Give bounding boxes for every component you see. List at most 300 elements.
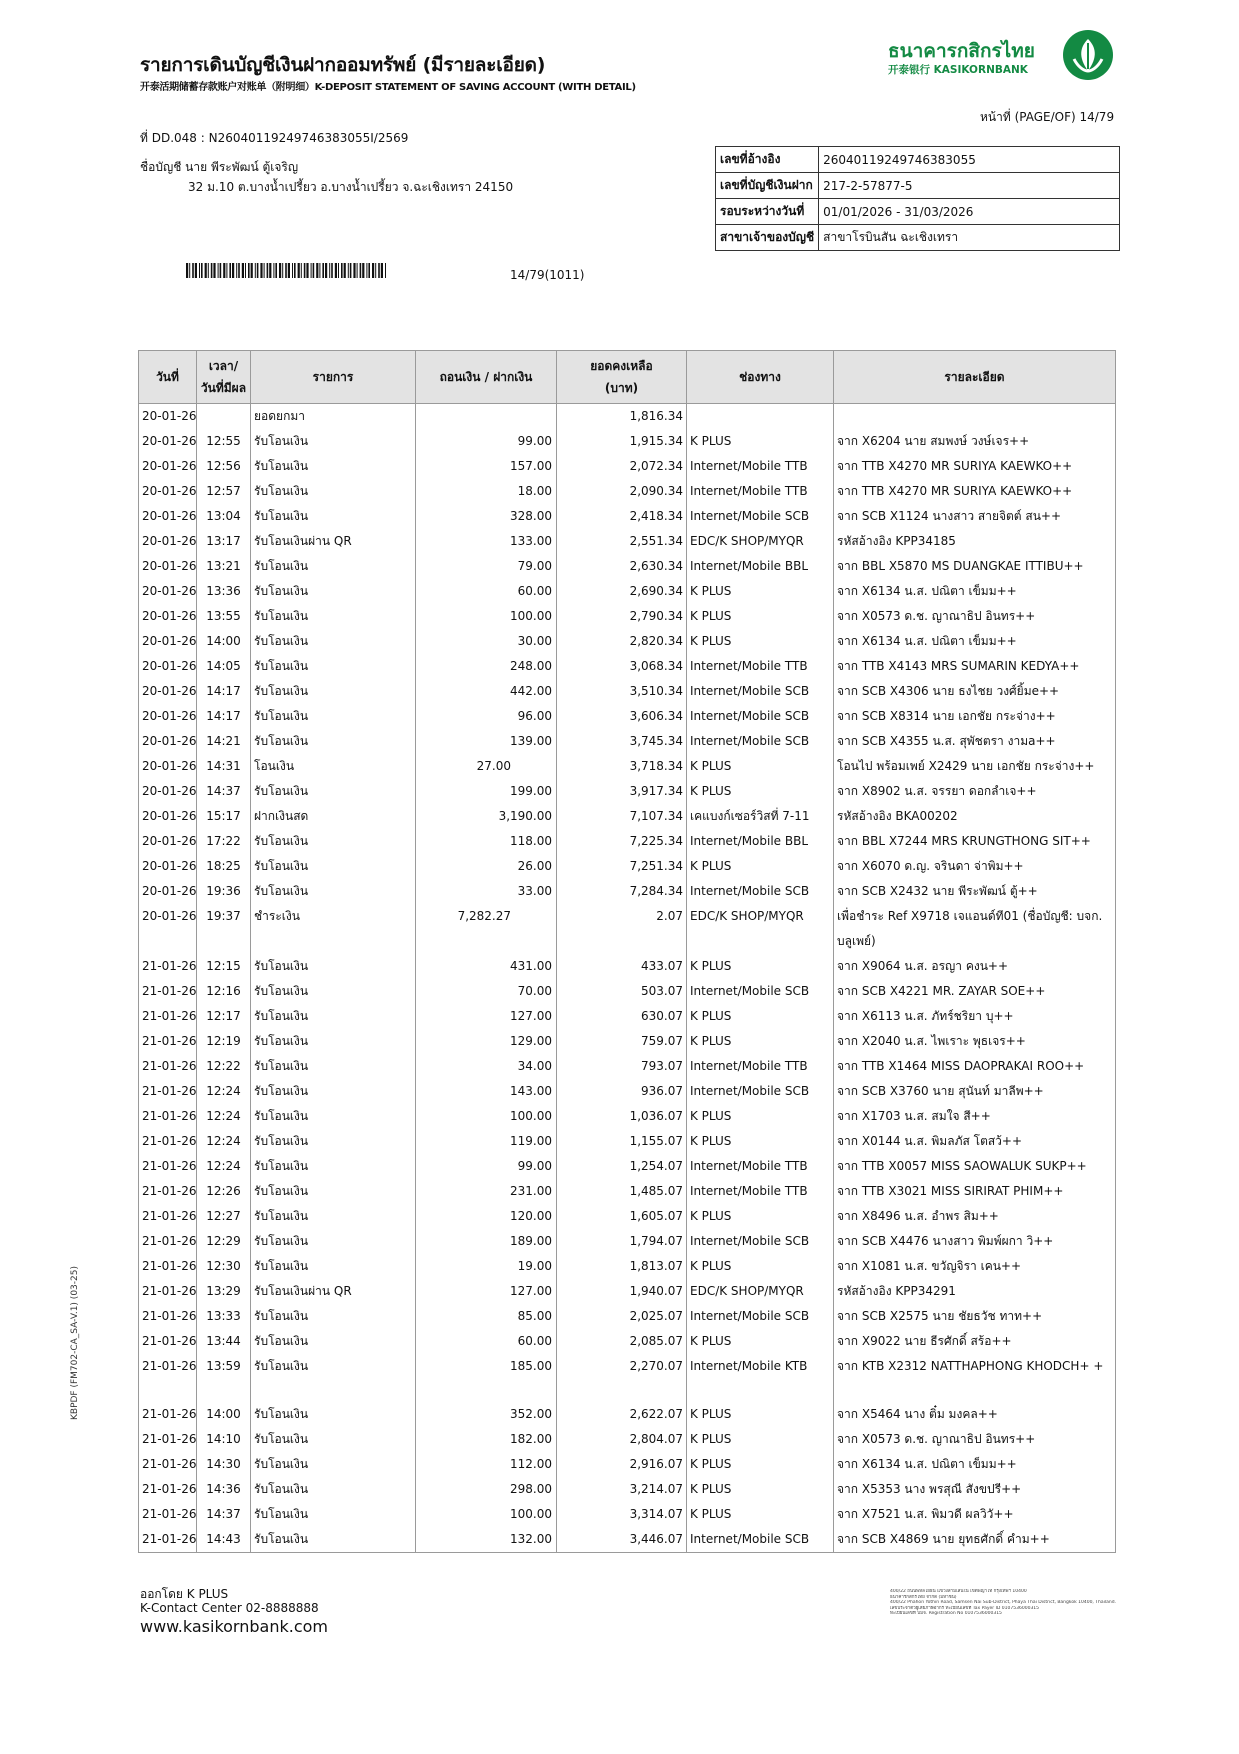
cell-date: 21-01-26: [139, 1354, 197, 1402]
cell-channel: K PLUS: [687, 779, 834, 804]
deposit-amount: 100.00: [510, 1109, 552, 1123]
cell-amount: [416, 1229, 557, 1254]
cell-channel: Internet/Mobile SCB: [687, 729, 834, 754]
cell-time: 12:17: [197, 1004, 251, 1029]
cell-detail: จาก SCB X4869 นาย ยุทธศักดิ์ คำม++: [834, 1527, 1116, 1553]
cell-channel: K PLUS: [687, 629, 834, 654]
cell-amount: [416, 1477, 557, 1502]
cell-balance: 2,690.34: [557, 579, 687, 604]
cell-detail: จาก SCB X4476 นางสาว พิมพ์ผกา วิ++: [834, 1229, 1116, 1254]
cell-detail: จาก TTB X4270 MR SURIYA KAEWKO++: [834, 454, 1116, 479]
cell-date: 20-01-26: [139, 829, 197, 854]
cell-time: 12:16: [197, 979, 251, 1004]
cell-detail: จาก X9064 น.ส. อรญา คงน++: [834, 954, 1116, 979]
cell-balance: 2,790.34: [557, 604, 687, 629]
cell-time: 19:37: [197, 904, 251, 954]
cell-date: 20-01-26: [139, 679, 197, 704]
cell-date: 20-01-26: [139, 579, 197, 604]
cell-balance: 2,630.34: [557, 554, 687, 579]
cell-balance: 2,085.07: [557, 1329, 687, 1354]
table-row: [139, 454, 1116, 479]
deposit-amount: 112.00: [510, 1457, 552, 1471]
cell-detail: เพื่อชำระ Ref X9718 เจแอนด์ที01 (ชื่อบัญชี: บจก. บลูเพย์): [834, 904, 1116, 954]
cell-detail: จาก X6204 นาย สมพงษ์ วงษ์เจร++: [834, 429, 1116, 454]
statement-subtitle: 开泰活期储蓄存款账户对账单（附明细）K-DEPOSIT STATEMENT OF SAVING ACCOUNT (WITH DETAIL): [140, 82, 636, 93]
table-row: [139, 604, 1116, 629]
cell-amount: [416, 1279, 557, 1304]
deposit-amount: 18.00: [517, 484, 552, 498]
table-row: [139, 854, 1116, 879]
cell-date: 21-01-26: [139, 1004, 197, 1029]
cell-channel: K PLUS: [687, 1029, 834, 1054]
table-row: [139, 879, 1116, 904]
cell-description: รับโอนเงิน: [251, 479, 416, 504]
cell-detail: จาก X5464 นาง ติ๋ม มงคล++: [834, 1402, 1116, 1427]
cell-time: 12:29: [197, 1229, 251, 1254]
cell-balance: 7,251.34: [557, 854, 687, 879]
account-info-box: [715, 146, 1120, 251]
info-row: [716, 147, 1120, 173]
withdraw-amount: 27.00: [476, 759, 511, 773]
cell-amount: [416, 1054, 557, 1079]
cell-detail: จาก SCB X3760 นาย สุนันท์ มาลีพ++: [834, 1079, 1116, 1104]
cell-channel: Internet/Mobile TTB: [687, 479, 834, 504]
cell-channel: K PLUS: [687, 429, 834, 454]
cell-balance: 3,745.34: [557, 729, 687, 754]
table-row: [139, 629, 1116, 654]
cell-date: 21-01-26: [139, 1427, 197, 1452]
table-row: [139, 679, 1116, 704]
cell-balance: 2,270.07: [557, 1354, 687, 1402]
cell-channel: Internet/Mobile KTB: [687, 1354, 834, 1402]
table-row: [139, 529, 1116, 554]
reference-line: ที่ DD.048 : N26040119249746383055I/2569: [140, 131, 409, 145]
cell-date: 21-01-26: [139, 1154, 197, 1179]
deposit-amount: 127.00: [510, 1284, 552, 1298]
cell-time: 14:05: [197, 654, 251, 679]
cell-detail: รหัสอ้างอิง BKA00202: [834, 804, 1116, 829]
cell-time: 12:24: [197, 1129, 251, 1154]
table-row: [139, 1154, 1116, 1179]
table-row: [139, 1527, 1116, 1553]
table-row: [139, 1254, 1116, 1279]
cell-balance: 2,072.34: [557, 454, 687, 479]
cell-channel: Internet/Mobile SCB: [687, 979, 834, 1004]
deposit-amount: 120.00: [510, 1209, 552, 1223]
cell-balance: 3,446.07: [557, 1527, 687, 1553]
deposit-amount: 298.00: [510, 1482, 552, 1496]
cell-amount: [416, 479, 557, 504]
cell-amount: [416, 1204, 557, 1229]
cell-time: 19:36: [197, 879, 251, 904]
cell-time: 13:44: [197, 1329, 251, 1354]
info-row: [716, 199, 1120, 225]
cell-date: 20-01-26: [139, 604, 197, 629]
cell-detail: จาก X6134 น.ส. ปณิตา เข็มม++: [834, 579, 1116, 604]
cell-balance: 630.07: [557, 1004, 687, 1029]
cell-channel: K PLUS: [687, 1254, 834, 1279]
cell-balance: 2,551.34: [557, 529, 687, 554]
info-label: สาขาเจ้าของบัญชี: [716, 225, 819, 251]
info-value: 26040119249746383055: [819, 147, 1120, 173]
deposit-amount: 85.00: [517, 1309, 552, 1323]
cell-channel: K PLUS: [687, 1004, 834, 1029]
cell-amount: [416, 1129, 557, 1154]
page-number: หน้าที่ (PAGE/OF) 14/79: [980, 110, 1115, 124]
cell-time: 12:24: [197, 1154, 251, 1179]
cell-amount: [416, 879, 557, 904]
cell-detail: จาก X6070 ด.ญ. จรินดา จ่าพิม++: [834, 854, 1116, 879]
cell-amount: [416, 554, 557, 579]
cell-balance: 1,940.07: [557, 1279, 687, 1304]
cell-detail: รหัสอ้างอิง KPP34185: [834, 529, 1116, 554]
bank-name-english: 开泰银行 KASIKORNBANK: [888, 64, 1028, 76]
cell-date: 21-01-26: [139, 1129, 197, 1154]
deposit-amount: 129.00: [510, 1034, 552, 1048]
cell-channel: K PLUS: [687, 1477, 834, 1502]
cell-balance: 3,510.34: [557, 679, 687, 704]
deposit-amount: 118.00: [510, 834, 552, 848]
table-row: [139, 1402, 1116, 1427]
cell-channel: EDC/K SHOP/MYQR: [687, 1279, 834, 1304]
cell-balance: 2,025.07: [557, 1304, 687, 1329]
cell-channel: K PLUS: [687, 1129, 834, 1154]
cell-channel: K PLUS: [687, 1452, 834, 1477]
header-description: รายการ: [251, 351, 416, 404]
cell-time: 12:26: [197, 1179, 251, 1204]
cell-balance: 2,820.34: [557, 629, 687, 654]
cell-detail: โอนไป พร้อมเพย์ X2429 นาย เอกชัย กระจ่าง++: [834, 754, 1116, 779]
form-code: KBPDF (FM702-CA_SA-V.1) (03-25): [70, 1266, 80, 1420]
cell-date: 21-01-26: [139, 1104, 197, 1129]
cell-amount: [416, 829, 557, 854]
cell-channel: K PLUS: [687, 1427, 834, 1452]
cell-channel: Internet/Mobile BBL: [687, 829, 834, 854]
cell-description: รับโอนเงิน: [251, 854, 416, 879]
cell-channel: Internet/Mobile TTB: [687, 454, 834, 479]
cell-detail: จาก KTB X2312 NATTHAPHONG KHODCH+ +: [834, 1354, 1116, 1402]
deposit-amount: 79.00: [517, 559, 552, 573]
deposit-amount: 143.00: [510, 1084, 552, 1098]
cell-balance: 1,036.07: [557, 1104, 687, 1129]
cell-amount: [416, 704, 557, 729]
cell-time: 12:57: [197, 479, 251, 504]
cell-time: 15:17: [197, 804, 251, 829]
cell-detail: จาก TTB X0057 MISS SAOWALUK SUKP++: [834, 1154, 1116, 1179]
deposit-amount: 132.00: [510, 1532, 552, 1546]
deposit-amount: 70.00: [517, 984, 552, 998]
cell-description: รับโอนเงิน: [251, 1129, 416, 1154]
cell-channel: Internet/Mobile SCB: [687, 704, 834, 729]
deposit-amount: 139.00: [510, 734, 552, 748]
header-details: รายละเอียด: [834, 351, 1116, 404]
deposit-amount: 3,190.00: [498, 809, 552, 823]
cell-balance: 759.07: [557, 1029, 687, 1054]
cell-description: รับโอนเงิน: [251, 454, 416, 479]
account-name: ชื่อบัญชี นาย พีระพัฒน์ ตู้เจริญ: [140, 160, 299, 174]
cell-date: 20-01-26: [139, 904, 197, 954]
cell-amount: [416, 454, 557, 479]
deposit-amount: 60.00: [517, 584, 552, 598]
table-row: [139, 404, 1116, 430]
cell-balance: 1,915.34: [557, 429, 687, 454]
cell-balance: 3,068.34: [557, 654, 687, 679]
cell-detail: จาก TTB X3021 MISS SIRIRAT PHIM++: [834, 1179, 1116, 1204]
cell-description: รับโอนเงิน: [251, 429, 416, 454]
website-link[interactable]: www.kasikornbank.com: [140, 1617, 328, 1636]
cell-date: 20-01-26: [139, 529, 197, 554]
cell-time: [197, 404, 251, 430]
cell-amount: [416, 1354, 557, 1402]
cell-description: รับโอนเงิน: [251, 1254, 416, 1279]
cell-detail: จาก X1703 น.ส. สมใจ สี++: [834, 1104, 1116, 1129]
cell-balance: 1,254.07: [557, 1154, 687, 1179]
cell-amount: [416, 1254, 557, 1279]
fine-print-line: ธนาคารกสิกรไทย จำกัด (มหาชน): [890, 1594, 957, 1600]
info-value: 01/01/2026 - 31/03/2026: [819, 199, 1120, 225]
table-row: [139, 979, 1116, 1004]
cell-channel: Internet/Mobile TTB: [687, 1154, 834, 1179]
cell-channel: เคแบงก์เซอร์วิสที่ 7-11: [687, 804, 834, 829]
info-label: เลขที่อ้างอิง: [716, 147, 819, 173]
cell-description: รับโอนเงิน: [251, 679, 416, 704]
cell-description: รับโอนเงิน: [251, 729, 416, 754]
deposit-amount: 33.00: [517, 884, 552, 898]
cell-detail: จาก X6134 น.ส. ปณิตา เข็มม++: [834, 1452, 1116, 1477]
cell-description: รับโอนเงิน: [251, 1079, 416, 1104]
table-row: [139, 1427, 1116, 1452]
table-row: [139, 1179, 1116, 1204]
cell-time: 14:31: [197, 754, 251, 779]
cell-channel: EDC/K SHOP/MYQR: [687, 904, 834, 954]
cell-balance: 7,225.34: [557, 829, 687, 854]
barcode-label: 14/79(1011): [510, 268, 585, 282]
cell-date: 20-01-26: [139, 554, 197, 579]
table-row: [139, 729, 1116, 754]
cell-balance: 3,214.07: [557, 1477, 687, 1502]
cell-time: 12:22: [197, 1054, 251, 1079]
deposit-amount: 99.00: [517, 434, 552, 448]
cell-channel: Internet/Mobile TTB: [687, 1179, 834, 1204]
cell-amount: [416, 429, 557, 454]
cell-time: 14:37: [197, 1502, 251, 1527]
cell-date: 21-01-26: [139, 1502, 197, 1527]
table-row: [139, 1354, 1116, 1402]
cell-description: รับโอนเงิน: [251, 554, 416, 579]
cell-channel: [687, 404, 834, 430]
deposit-amount: 182.00: [510, 1432, 552, 1446]
table-row: [139, 1079, 1116, 1104]
cell-date: 21-01-26: [139, 979, 197, 1004]
fine-print-line: 400/22 ถนนพหลโยธิน แขวงสามเสนใน เขตพญาไท กรุงเทพฯ 10400: [890, 1589, 1027, 1594]
cell-detail: จาก X2040 น.ส. ไพเราะ พุธเจร++: [834, 1029, 1116, 1054]
deposit-amount: 60.00: [517, 1334, 552, 1348]
cell-detail: จาก X7521 น.ส. พิมวดี ผลวิวั++: [834, 1502, 1116, 1527]
cell-date: 21-01-26: [139, 1079, 197, 1104]
cell-channel: K PLUS: [687, 1502, 834, 1527]
account-address: 32 ม.10 ต.บางน้ำเปรี้ยว อ.บางน้ำเปรี้ยว จ.ฉะเชิงเทรา 24150: [188, 180, 514, 194]
cell-time: 14:21: [197, 729, 251, 754]
cell-balance: 7,107.34: [557, 804, 687, 829]
info-value: 217-2-57877-5: [819, 173, 1120, 199]
cell-amount: [416, 1004, 557, 1029]
cell-time: 13:29: [197, 1279, 251, 1304]
cell-description: รับโอนเงิน: [251, 1527, 416, 1553]
cell-date: 20-01-26: [139, 779, 197, 804]
table-row: [139, 504, 1116, 529]
cell-balance: 503.07: [557, 979, 687, 1004]
cell-balance: 3,917.34: [557, 779, 687, 804]
deposit-amount: 119.00: [510, 1134, 552, 1148]
cell-description: รับโอนเงิน: [251, 1304, 416, 1329]
cell-channel: Internet/Mobile SCB: [687, 504, 834, 529]
cell-time: 13:04: [197, 504, 251, 529]
cell-time: 12:19: [197, 1029, 251, 1054]
cell-channel: Internet/Mobile SCB: [687, 1304, 834, 1329]
cell-time: 14:43: [197, 1527, 251, 1553]
table-row: [139, 1054, 1116, 1079]
header-amount: ถอนเงิน / ฝากเงิน: [416, 351, 557, 404]
cell-date: 20-01-26: [139, 854, 197, 879]
cell-detail: จาก SCB X4355 น.ส. สุพัชตรา งามa++: [834, 729, 1116, 754]
table-row: [139, 829, 1116, 854]
kasikorn-logo-icon: [1062, 29, 1114, 81]
table-row: [139, 1004, 1116, 1029]
cell-time: 17:22: [197, 829, 251, 854]
deposit-amount: 133.00: [510, 534, 552, 548]
info-label: รอบระหว่างวันที่: [716, 199, 819, 225]
cell-description: รับโอนเงิน: [251, 1329, 416, 1354]
table-row: [139, 1029, 1116, 1054]
cell-date: 20-01-26: [139, 879, 197, 904]
cell-time: 14:00: [197, 1402, 251, 1427]
cell-time: 14:37: [197, 779, 251, 804]
cell-description: รับโอนเงิน: [251, 1452, 416, 1477]
table-row: [139, 904, 1116, 954]
contact-center: K-Contact Center 02-8888888: [140, 1601, 319, 1615]
deposit-amount: 34.00: [517, 1059, 552, 1073]
cell-balance: 2,916.07: [557, 1452, 687, 1477]
cell-balance: 2.07: [557, 904, 687, 954]
cell-time: 14:36: [197, 1477, 251, 1502]
fine-print-line: เลขประจำตัวผู้เสียภาษีอากร ทะเบียนเลขที่ Tax Payer ID 0107536000315: [890, 1605, 1040, 1611]
cell-time: 12:56: [197, 454, 251, 479]
cell-description: รับโอนเงินผ่าน QR: [251, 529, 416, 554]
cell-date: 21-01-26: [139, 1179, 197, 1204]
cell-description: รับโอนเงิน: [251, 504, 416, 529]
cell-channel: Internet/Mobile SCB: [687, 1079, 834, 1104]
cell-description: รับโอนเงิน: [251, 1427, 416, 1452]
cell-detail: จาก SCB X1124 นางสาว สายจิตต์ สน++: [834, 504, 1116, 529]
cell-time: 13:17: [197, 529, 251, 554]
cell-date: 21-01-26: [139, 1254, 197, 1279]
table-header-row: [139, 351, 1116, 404]
cell-time: 12:24: [197, 1104, 251, 1129]
cell-balance: 3,718.34: [557, 754, 687, 779]
cell-balance: 1,816.34: [557, 404, 687, 430]
cell-description: รับโอนเงิน: [251, 1204, 416, 1229]
info-value: สาขาโรบินสัน ฉะเชิงเทรา: [819, 225, 1120, 251]
cell-amount: [416, 679, 557, 704]
cell-detail: จาก BBL X5870 MS DUANGKAE ITTIBU++: [834, 554, 1116, 579]
cell-balance: 3,606.34: [557, 704, 687, 729]
fine-print-line: 400/22 Phahon Yothin Road, Samsen Nai Sub-District, Phaya Thai District, Bangkok 10400, Thailand.: [890, 1600, 1117, 1605]
cell-detail: จาก SCB X2575 นาย ชัยธวัช ทาท++: [834, 1304, 1116, 1329]
cell-description: รับโอนเงิน: [251, 1229, 416, 1254]
cell-channel: Internet/Mobile SCB: [687, 1229, 834, 1254]
cell-detail: จาก SCB X4221 MR. ZAYAR SOE++: [834, 979, 1116, 1004]
cell-amount: [416, 1154, 557, 1179]
cell-description: รับโอนเงิน: [251, 1179, 416, 1204]
cell-date: 20-01-26: [139, 429, 197, 454]
cell-detail: จาก SCB X2432 นาย พีระพัฒน์ ตู้++: [834, 879, 1116, 904]
cell-channel: K PLUS: [687, 854, 834, 879]
cell-detail: จาก X5353 นาง พรสุณี สังขปรี++: [834, 1477, 1116, 1502]
cell-detail: รหัสอ้างอิง KPP34291: [834, 1279, 1116, 1304]
cell-amount: [416, 529, 557, 554]
cell-amount: [416, 1029, 557, 1054]
cell-amount: [416, 779, 557, 804]
deposit-amount: 199.00: [510, 784, 552, 798]
cell-balance: 1,485.07: [557, 1179, 687, 1204]
cell-amount: [416, 904, 557, 954]
cell-date: 20-01-26: [139, 704, 197, 729]
cell-time: 14:30: [197, 1452, 251, 1477]
cell-balance: 793.07: [557, 1054, 687, 1079]
table-row: [139, 554, 1116, 579]
cell-date: 21-01-26: [139, 1452, 197, 1477]
header-balance: ยอดคงเหลือ (บาท): [557, 351, 687, 404]
cell-balance: 1,155.07: [557, 1129, 687, 1154]
cell-date: 20-01-26: [139, 804, 197, 829]
cell-time: 14:17: [197, 704, 251, 729]
table-row: [139, 1329, 1116, 1354]
cell-amount: [416, 604, 557, 629]
cell-channel: K PLUS: [687, 1329, 834, 1354]
cell-description: รับโอนเงิน: [251, 654, 416, 679]
table-row: [139, 954, 1116, 979]
cell-detail: จาก X0573 ด.ช. ญาณาธิป อินทร++: [834, 1427, 1116, 1452]
cell-amount: [416, 1304, 557, 1329]
cell-detail: จาก X6113 น.ส. ภัทร์ชริยา บุ++: [834, 1004, 1116, 1029]
table-row: [139, 579, 1116, 604]
cell-description: รับโอนเงิน: [251, 1477, 416, 1502]
cell-date: 20-01-26: [139, 654, 197, 679]
table-row: [139, 654, 1116, 679]
cell-description: รับโอนเงิน: [251, 829, 416, 854]
cell-balance: 1,794.07: [557, 1229, 687, 1254]
cell-description: รับโอนเงิน: [251, 779, 416, 804]
table-row: [139, 429, 1116, 454]
cell-date: 20-01-26: [139, 729, 197, 754]
cell-date: 20-01-26: [139, 404, 197, 430]
cell-channel: Internet/Mobile TTB: [687, 654, 834, 679]
table-row: [139, 1279, 1116, 1304]
deposit-amount: 157.00: [510, 459, 552, 473]
cell-detail: จาก X0144 น.ส. พิมลภัส โตสว้++: [834, 1129, 1116, 1154]
cell-description: รับโอนเงิน: [251, 604, 416, 629]
cell-description: รับโอนเงิน: [251, 954, 416, 979]
cell-detail: จาก SCB X4306 นาย ธงไชย วงศ์ยิ้มe++: [834, 679, 1116, 704]
cell-detail: จาก TTB X1464 MISS DAOPRAKAI ROO++: [834, 1054, 1116, 1079]
cell-amount: [416, 1079, 557, 1104]
cell-amount: [416, 854, 557, 879]
cell-amount: [416, 1427, 557, 1452]
cell-date: 21-01-26: [139, 1279, 197, 1304]
cell-time: 12:30: [197, 1254, 251, 1279]
cell-amount: [416, 579, 557, 604]
cell-description: รับโอนเงิน: [251, 629, 416, 654]
